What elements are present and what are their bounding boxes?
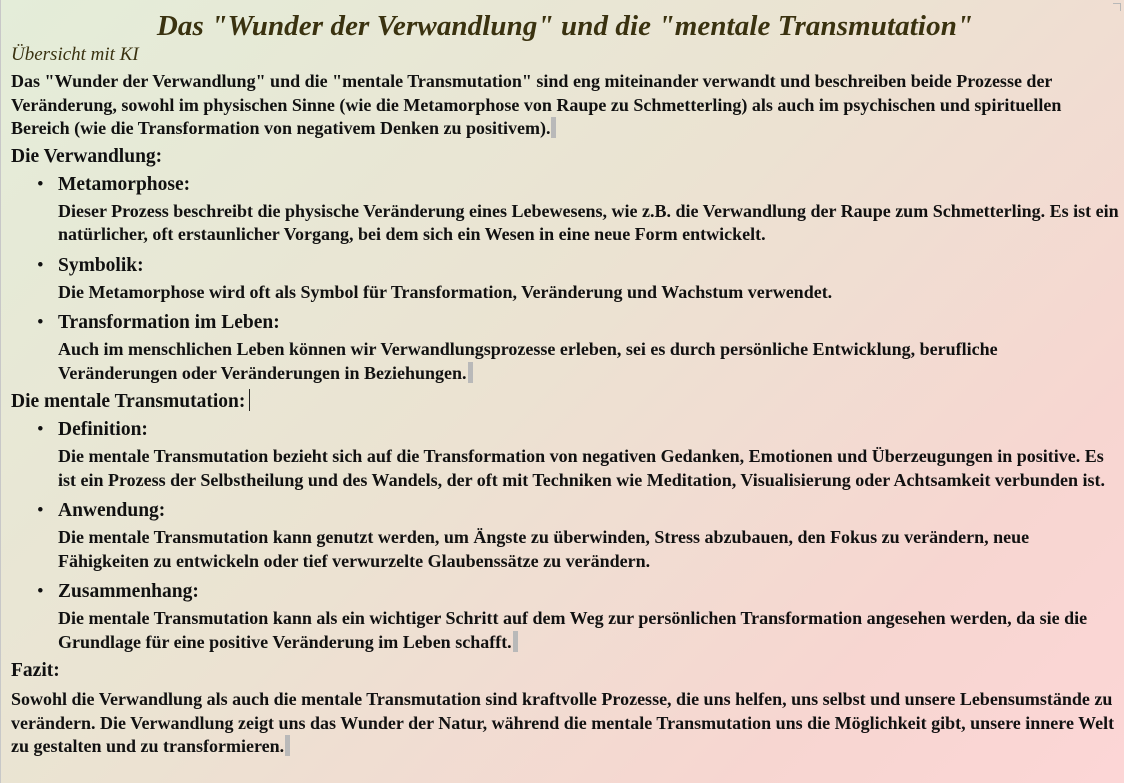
item-title: Transformation im Leben: <box>58 312 280 333</box>
conclusion-heading: Fazit: <box>11 660 60 681</box>
list-item <box>37 415 1119 492</box>
document-subtitle: Übersicht mit KI <box>11 44 139 65</box>
item-title: Definition: <box>58 419 148 440</box>
conclusion-text: Sowohl die Verwandlung als auch die mentale Transmutation sind kraftvolle Prozesse, die uns helfen, uns selbst und unsere Lebensumstände zu verändern. Die Verwandlung zeigt uns das Wunder der Natur, während die mentale Transmutation uns die Möglichkeit gibt, unsere innere Welt zu gestalten und zu transformieren. <box>11 689 1115 756</box>
item-text: Dieser Prozess beschreibt die physische Veränderung eines Lebewesens, wie z.B. die Verwandlung der Raupe zum Schmetterling. Es ist ein natürlicher, oft erstaunlicher Vorgang, bei dem sich ein Wesen in eine neue Form entwickelt. <box>58 200 1119 244</box>
bullet-icon: • <box>37 173 44 195</box>
item-text: Die Metamorphose wird oft als Symbol für Transformation, Veränderung und Wachstum verwendet. <box>58 281 833 302</box>
bullet-list-transmutation <box>11 415 1119 654</box>
bullet-icon: • <box>37 581 44 602</box>
bullet-icon: • <box>37 254 44 276</box>
item-text: Die mentale Transmutation kann genutzt werden, um Ängste zu überwinden, Stress abzubauen, den Fokus zu verändern, neue Fähigkeiten zu entwickeln oder tief verwurzelte Glaubenssätze zu verändern. <box>58 527 1030 571</box>
list-item <box>37 251 1119 305</box>
item-text-wrapper <box>58 607 1119 654</box>
intro-text: Das "Wunder der Verwandlung" und die "mentale Transmutation" sind eng miteinander verwandt und beschreiben beide Prozesse der Veränderung, sowohl im physischen Sinne (wie die Metamorphose von Raupe zu Schmetterling) als auch im psychischen und spirituellen Bereich (wie die Transformation von negativem Denken zu positivem). <box>11 71 1062 138</box>
item-title: Zusammenhang: <box>58 581 199 602</box>
bullet-icon: • <box>37 312 44 333</box>
bullet-icon: • <box>37 419 44 440</box>
document-title: Das "Wunder der Verwandlung" und die "mentale Transmutation" <box>156 10 974 42</box>
text-caret <box>249 389 250 411</box>
intro-paragraph <box>11 70 1119 141</box>
section-heading-transmutation-wrapper <box>11 389 1119 415</box>
list-item <box>37 170 1119 247</box>
item-title: Anwendung: <box>58 500 166 521</box>
paragraph-end-marker <box>513 631 518 652</box>
bullet-icon: • <box>37 500 44 521</box>
item-title: Symbolik: <box>58 254 144 276</box>
paragraph-end-marker <box>285 735 290 756</box>
paragraph-end-marker <box>551 117 556 138</box>
bullet-list-verwandlung <box>11 170 1119 386</box>
item-text: Die mentale Transmutation bezieht sich auf die Transformation von negativen Gedanken, Emotionen und Überzeugungen in positive. Es ist ein Prozess der Selbstheilung und des Wandels, der oft mit Techniken wie Meditation, Visualisierung oder Achtsamkeit verbunden ist. <box>58 446 1105 490</box>
editor-left-border <box>0 0 1 783</box>
conclusion-paragraph <box>11 688 1119 759</box>
paragraph-end-marker <box>468 362 473 383</box>
item-text: Die mentale Transmutation kann als ein wichtiger Schritt auf dem Weg zur persönlichen Transformation angesehen werden, da sie die Grundlage für eine positive Veränderung im Leben schafft. <box>58 608 1088 652</box>
list-item <box>37 496 1119 573</box>
item-text-wrapper <box>58 338 1119 385</box>
item-title: Metamorphose: <box>58 173 191 195</box>
list-item <box>37 308 1119 385</box>
item-text: Auch im menschlichen Leben können wir Verwandlungsprozesse erleben, sei es durch persönliche Entwicklung, berufliche Veränderungen oder Veränderungen in Beziehungen. <box>58 339 998 383</box>
list-item <box>37 577 1119 654</box>
section-heading-transmutation: Die mentale Transmutation: <box>11 391 246 412</box>
section-heading-verwandlung: Die Verwandlung: <box>11 145 163 167</box>
document-body[interactable] <box>11 0 1119 759</box>
